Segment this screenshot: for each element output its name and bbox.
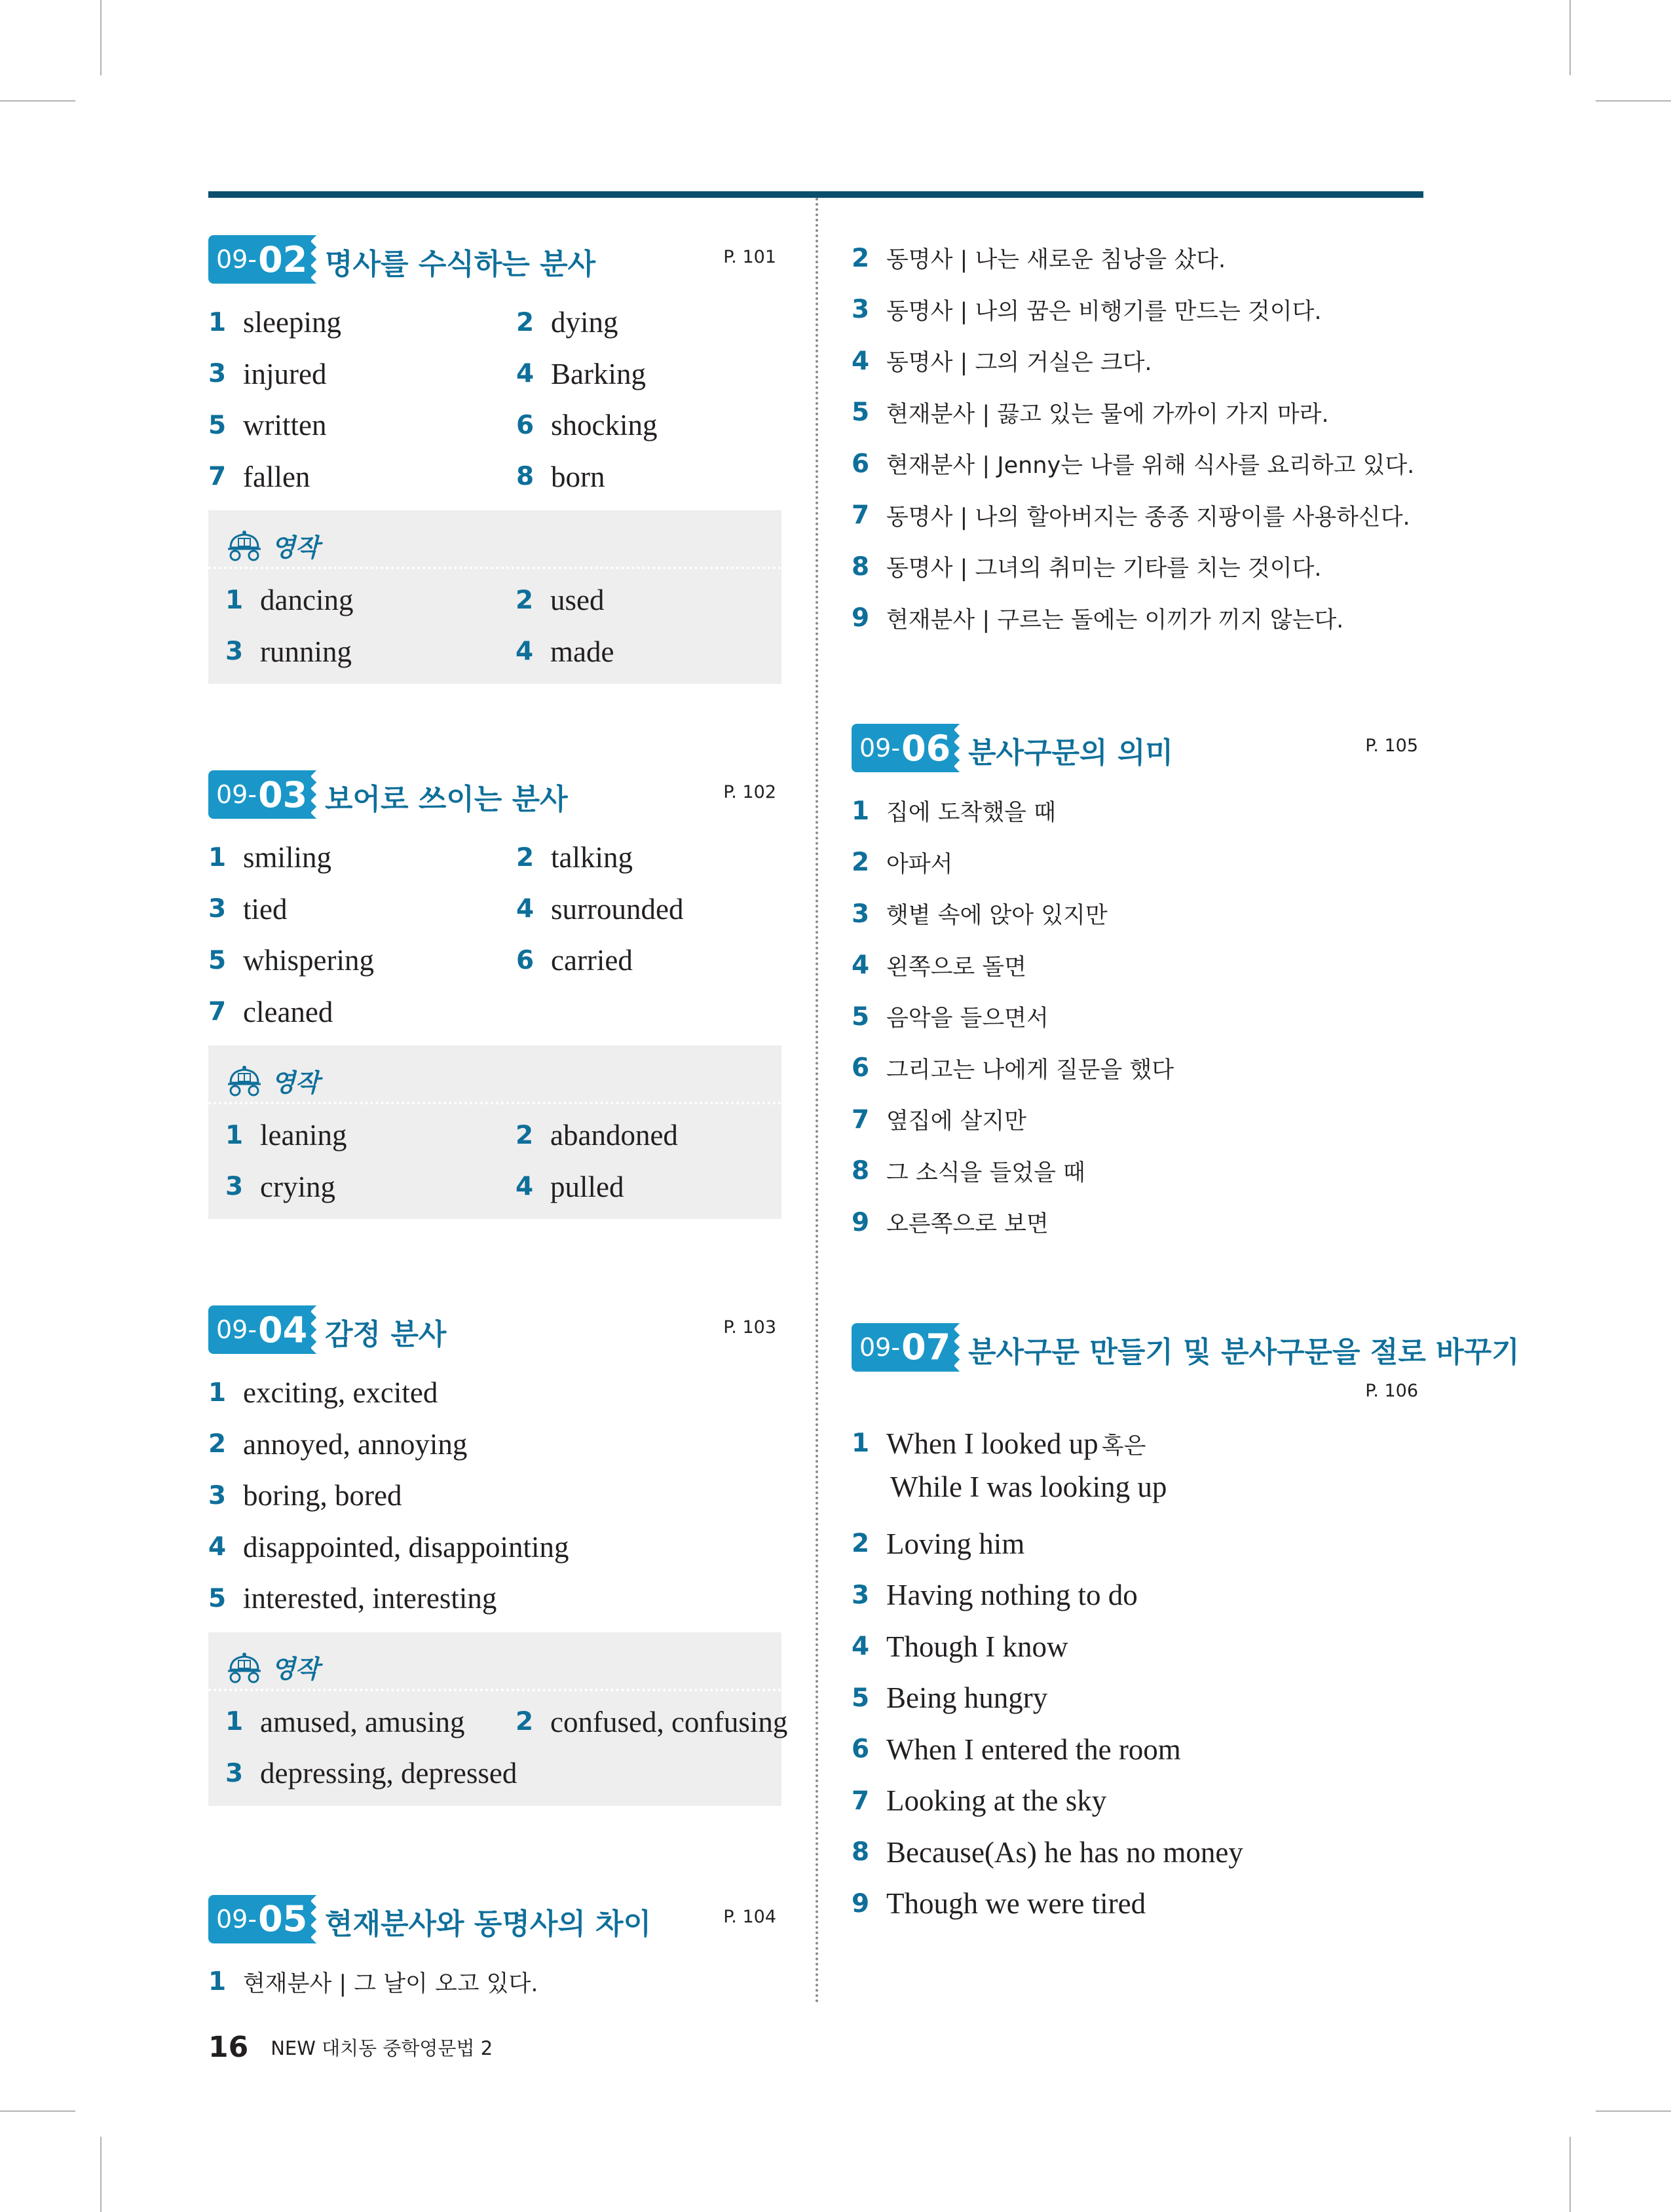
crop-mark [0,2110,75,2112]
answer-number: 1 [208,1967,227,1997]
answer-item [208,1367,781,1419]
answer-number: 6 [516,410,535,440]
answer-text: boring, bored [243,1479,402,1512]
section-badge [208,770,320,819]
answer-item [516,451,781,503]
answer-text: 집에 도착했을 때 [886,800,1056,827]
answer-text: Loving him [886,1527,1025,1560]
answer-item [852,1043,1423,1095]
answer-number: 1 [852,796,870,826]
answer-text: confused, confusing [550,1705,788,1738]
answer-text: sleeping [243,306,341,339]
answer-item [852,785,1423,837]
answer-item [225,1110,516,1161]
section-title: 현재분사와 동명사의 차이 [325,1907,652,1941]
answer-item [852,991,1423,1043]
badge-prefix: 09- [216,1315,257,1344]
answer-text: surrounded [551,892,684,926]
answer-item [208,832,516,884]
answer-text: exciting, excited [243,1376,438,1410]
answer-number: 3 [208,894,227,924]
answer-number: 3 [208,359,227,389]
answer-list [208,1367,781,1624]
answer-text: When I looked up [886,1427,1098,1460]
answer-text: 오른쪽으로 보면 [886,1211,1049,1238]
answer-item [852,1878,1423,1930]
answer-text: written [243,409,327,442]
book-title: NEW 대치동 중학영문법 2 [271,2037,493,2059]
answer-item [852,1672,1423,1724]
answer-text: 동명사 | 나의 꿈은 비행기를 만드는 것이다. [886,298,1322,325]
badge-number: 02 [258,238,308,280]
answer-item [208,1522,781,1573]
answer-text: used [550,584,605,617]
answer-item [516,574,781,626]
answer-number: 7 [852,1786,870,1816]
answer-text: Being hungry [886,1681,1048,1715]
crop-mark [0,100,75,102]
badge-number: 06 [901,727,951,769]
answer-number: 4 [516,637,534,667]
badge-number: 03 [258,774,308,815]
badge-prefix: 09- [216,245,257,274]
answer-text: disappointed, disappointing [243,1530,569,1564]
composition-title: 영작 [271,532,320,562]
section-header [208,1303,781,1355]
answer-text: Having nothing to do [886,1579,1138,1612]
answer-number: 1 [225,585,244,615]
answer-item [852,1146,1423,1197]
answer-text: cleaned [243,995,333,1028]
answer-text: carried [551,944,633,977]
answer-number: 6 [852,1734,870,1765]
answer-item [208,1957,781,2008]
answer-number: 2 [852,1529,870,1559]
answer-number: 4 [852,1632,870,1662]
answer-item [852,1094,1423,1146]
section-title: 명사를 수식하는 분사 [325,248,596,281]
composition-box [208,1632,788,1806]
answer-item [208,348,516,400]
badge-prefix: 09- [216,1904,257,1934]
section-header [852,1321,1520,1406]
section-header [208,768,781,820]
answer-number: 8 [852,1837,870,1867]
answer-number: 3 [852,295,870,325]
answer-text: 그리고는 나에게 질문을 했다 [886,1057,1174,1083]
answer-number: 6 [516,945,535,975]
answer-item [852,490,1423,542]
answer-text: abandoned [550,1119,678,1152]
answer-item [225,574,516,626]
badge-zigzag [311,1895,320,1943]
composition-title: 영작 [271,1654,320,1683]
page-footer [208,2031,493,2064]
answer-item [225,626,516,678]
answer-text: Because(As) he has no money [886,1835,1243,1869]
answer-number: 3 [225,637,244,667]
answer-text: fallen [243,460,310,493]
answer-text: dancing [260,584,354,617]
answer-item [852,1775,1423,1827]
section-header [208,233,781,285]
carriage-icon [225,528,263,562]
answer-number: 3 [852,1580,870,1610]
answer-item [208,935,516,986]
badge-zigzag [311,235,320,284]
answer-text: 아파서 [886,851,953,878]
top-rule [208,191,1423,198]
crop-mark [1569,0,1571,75]
answer-item [208,986,516,1038]
answer-item [852,1621,1423,1673]
composition-box [208,510,781,684]
section-badge [208,1895,320,1943]
answer-item [208,1573,781,1624]
answer-text: whispering [243,944,374,977]
answer-number: 2 [516,1707,534,1737]
answer-text: 동명사 | 그녀의 취미는 기타를 치는 것이다. [886,555,1322,582]
right-column [852,233,1520,1930]
answer-number: 4 [516,359,535,389]
carriage-icon [225,1063,263,1097]
composition-box [208,1045,781,1219]
answer-item [852,593,1423,645]
answer-number: 2 [516,307,535,337]
page-reference: P. 106 [1365,1380,1418,1401]
badge-number: 07 [901,1326,951,1368]
answer-text: 현재분사 | 끓고 있는 물에 가까이 가지 마라. [886,401,1329,428]
answer-text: Looking at the sky [886,1784,1107,1818]
left-column [208,233,788,2008]
answer-text: 현재분사 | Jenny는 나를 위해 식사를 요리하고 있다. [886,453,1415,479]
section-title: 보어로 쓰이는 분사 [325,783,568,816]
answer-item [852,1827,1423,1879]
section-badge [208,1305,320,1354]
crop-mark [1569,2137,1571,2212]
crop-mark [100,2137,102,2212]
answer-number: 6 [852,1053,870,1083]
composition-header [208,1059,781,1104]
answer-item [852,1569,1423,1621]
answer-text: Barking [551,357,646,390]
answer-number: 9 [852,603,870,633]
answer-item [516,297,781,348]
answer-number: 7 [208,462,227,492]
answer-text: leaning [260,1119,347,1152]
answer-text: 음악을 들으면서 [886,1005,1049,1032]
answer-number: 3 [225,1758,244,1788]
answer-item [852,888,1423,940]
answer-item [208,1470,781,1522]
answer-number: 3 [852,899,870,929]
composition-header [208,1645,781,1691]
answer-item [516,400,781,451]
page-number: 16 [208,2031,249,2064]
answer-item [225,1696,516,1748]
answer-text: born [551,460,605,493]
answer-text: running [260,635,352,668]
answer-number: 8 [516,462,535,492]
answer-number: 1 [852,1428,870,1458]
answer-item [852,541,1423,593]
section-badge [208,235,320,284]
answer-item [208,400,516,451]
answer-item [516,626,781,678]
answer-item [516,832,781,884]
crop-mark [100,0,102,75]
answer-text: pulled [550,1170,624,1203]
answer-text: Though we were tired [886,1887,1146,1921]
answer-text: 그 소식을 들었을 때 [886,1159,1085,1186]
answer-grid [208,832,781,1038]
answer-text-alt: While I was looking up [890,1470,1167,1503]
answer-item [852,1518,1423,1570]
answer-text: injured [243,357,327,390]
answer-item [225,1748,516,1799]
answer-number: 2 [852,243,870,273]
answer-text: 현재분사 | 그 날이 오고 있다. [243,1970,538,1997]
answer-text: interested, interesting [243,1582,497,1615]
answer-number: 2 [208,1429,227,1459]
or-connector: 혹은 [1101,1433,1146,1459]
answer-item [852,940,1423,992]
answer-number: 1 [208,842,227,872]
answer-number: 4 [852,950,870,981]
answer-text: made [550,635,614,668]
section-title: 분사구문의 의미 [968,736,1173,770]
answer-number: 2 [516,585,534,615]
composition-header [208,523,781,569]
section-badge [852,1323,964,1372]
composition-title: 영작 [271,1067,320,1097]
badge-prefix: 09- [859,734,901,762]
answer-text: crying [260,1170,335,1203]
answer-number: 4 [852,346,870,376]
answer-number: 5 [208,945,227,975]
answer-number: 5 [852,1683,870,1713]
answer-number: 1 [225,1120,244,1150]
answer-number: 5 [208,1583,227,1613]
answer-number: 4 [208,1532,227,1562]
crop-mark [1596,2110,1671,2112]
answer-item [208,884,516,935]
answer-number: 8 [852,552,870,582]
answer-item [852,1724,1423,1776]
page-reference: P. 103 [723,1317,776,1338]
answer-number: 7 [208,997,227,1027]
answer-number: 6 [852,449,870,479]
answer-number: 2 [852,848,870,878]
answer-number: 5 [852,1002,870,1032]
answer-list [852,1417,1423,1930]
answer-number: 3 [208,1480,227,1510]
column-divider [816,198,818,2004]
badge-prefix: 09- [216,780,257,809]
answer-item [208,1419,781,1471]
answer-text: When I entered the room [886,1733,1181,1766]
badge-zigzag [311,1305,320,1354]
answer-item [208,297,516,348]
answer-item [516,884,781,935]
answer-item [208,451,516,503]
answer-item [852,1197,1423,1248]
answer-number: 2 [516,842,535,872]
answer-number: 1 [208,1378,227,1408]
answer-text: 동명사 | 나의 할아버지는 종종 지팡이를 사용하신다. [886,504,1410,531]
answer-item [516,1161,781,1213]
answer-item [852,387,1423,439]
answer-text: talking [551,841,633,874]
answer-number: 1 [225,1707,244,1737]
badge-zigzag [954,724,964,772]
answer-number: 8 [852,1156,870,1186]
page-reference: P. 104 [723,1906,776,1927]
answer-number: 7 [852,500,870,531]
answer-number: 5 [852,398,870,428]
answer-item [852,837,1423,889]
badge-prefix: 09- [859,1332,901,1362]
section-badge [852,724,964,772]
section-header [852,721,1423,774]
answer-number: 7 [852,1104,870,1134]
answer-item [516,1110,781,1161]
answer-item [516,348,781,400]
answer-number: 9 [852,1888,870,1919]
page-reference: P. 102 [723,782,776,802]
answer-list [852,233,1423,644]
answer-text: tied [243,892,288,926]
answer-list [852,785,1423,1248]
crop-mark [1596,100,1671,102]
badge-zigzag [311,770,320,819]
answer-text: 현재분사 | 구르는 돌에는 이끼가 끼지 않는다. [886,607,1344,633]
answer-text: 왼쪽으로 돌면 [886,954,1026,981]
answer-grid [208,297,781,502]
answer-text: 동명사 | 나는 새로운 침낭을 샀다. [886,247,1226,274]
answer-item [225,1161,516,1213]
answer-text: shocking [551,409,658,442]
answer-number: 5 [208,410,227,440]
answer-number: 9 [852,1207,870,1237]
section-title: 감정 분사 [325,1318,447,1351]
answer-text: smiling [243,841,332,874]
answer-text: depressing, depressed [260,1757,517,1790]
badge-number: 05 [258,1898,308,1940]
section-title: 분사구문 만들기 및 분사구문을 절로 바꾸기 [968,1335,1520,1369]
answer-text: amused, amusing [260,1705,465,1738]
answer-item [516,935,781,986]
answer-number: 3 [225,1172,244,1202]
answer-text: Though I know [886,1630,1068,1663]
page-reference: P. 105 [1365,736,1418,756]
badge-number: 04 [258,1309,308,1351]
answer-text: 옆집에 살지만 [886,1108,1026,1135]
answer-text: 햇볕 속에 앉아 있지만 [886,903,1108,929]
answer-number: 4 [516,894,535,924]
badge-zigzag [954,1323,964,1372]
answer-item [852,1417,1423,1518]
answer-item [852,438,1423,490]
answer-text: 동명사 | 그의 거실은 크다. [886,350,1152,377]
answer-item [852,335,1423,387]
answer-text: annoyed, annoying [243,1427,468,1461]
answer-text: dying [551,306,618,339]
answer-number: 4 [516,1172,534,1202]
page-reference: P. 101 [723,247,776,267]
answer-number: 2 [516,1120,534,1150]
section-header [208,1892,781,1945]
answer-item [852,284,1423,336]
answer-item [516,1696,787,1748]
answer-item [852,233,1423,284]
carriage-icon [225,1650,263,1684]
answer-number: 1 [208,307,227,337]
